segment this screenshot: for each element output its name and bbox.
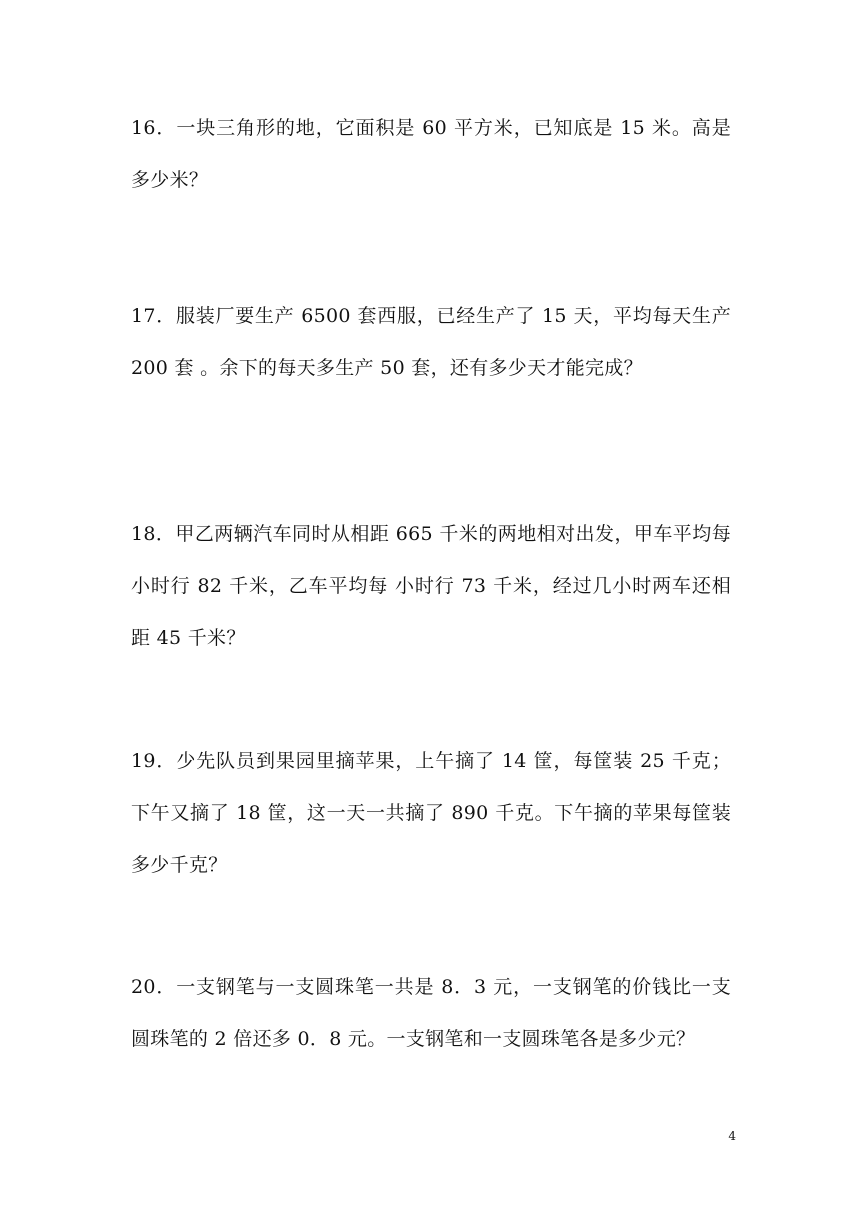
problem-16 [131, 102, 731, 206]
problem-text: 甲乙两辆汽车同时从相距 665 千米的两地相对出发，甲车平均每小时行 82 千米，乙车平均每 小时行 73 千米，经过几小时两车还相距 45 千米？ [131, 523, 731, 649]
problem-text: 一块三角形的地，它面积是 60 平方米，已知底是 15 米。高是多少米？ [131, 117, 731, 191]
problem-number: 20． [131, 976, 177, 998]
problem-number: 17． [131, 305, 176, 327]
page-number: 4 [728, 1129, 736, 1143]
problem-text: 一支钢笔与一支圆珠笔一共是 8．3 元，一支钢笔的价钱比一支圆珠笔的 2 倍还多 0．8 元。一支钢笔和一支圆珠笔各是多少元？ [131, 976, 731, 1050]
problem-number: 16． [131, 117, 177, 139]
problem-text: 服装厂要生产 6500 套西服，已经生产了 15 天，平均每天生产 200 套 。余下的每天多生产 50 套，还有多少天才能完成？ [131, 305, 732, 379]
problem-text: 少先队员到果园里摘苹果，上午摘了 14 筐，每筐装 25 千克；下午又摘了 18 筐，这一天一共摘了 890 千克。下午摘的苹果每筐装多少千克？ [131, 750, 731, 876]
problem-number: 19． [131, 750, 177, 772]
problem-number: 18． [131, 523, 176, 545]
problem-18 [131, 508, 731, 664]
problem-19 [131, 735, 731, 891]
problem-17 [131, 290, 731, 394]
problem-20 [131, 961, 731, 1065]
